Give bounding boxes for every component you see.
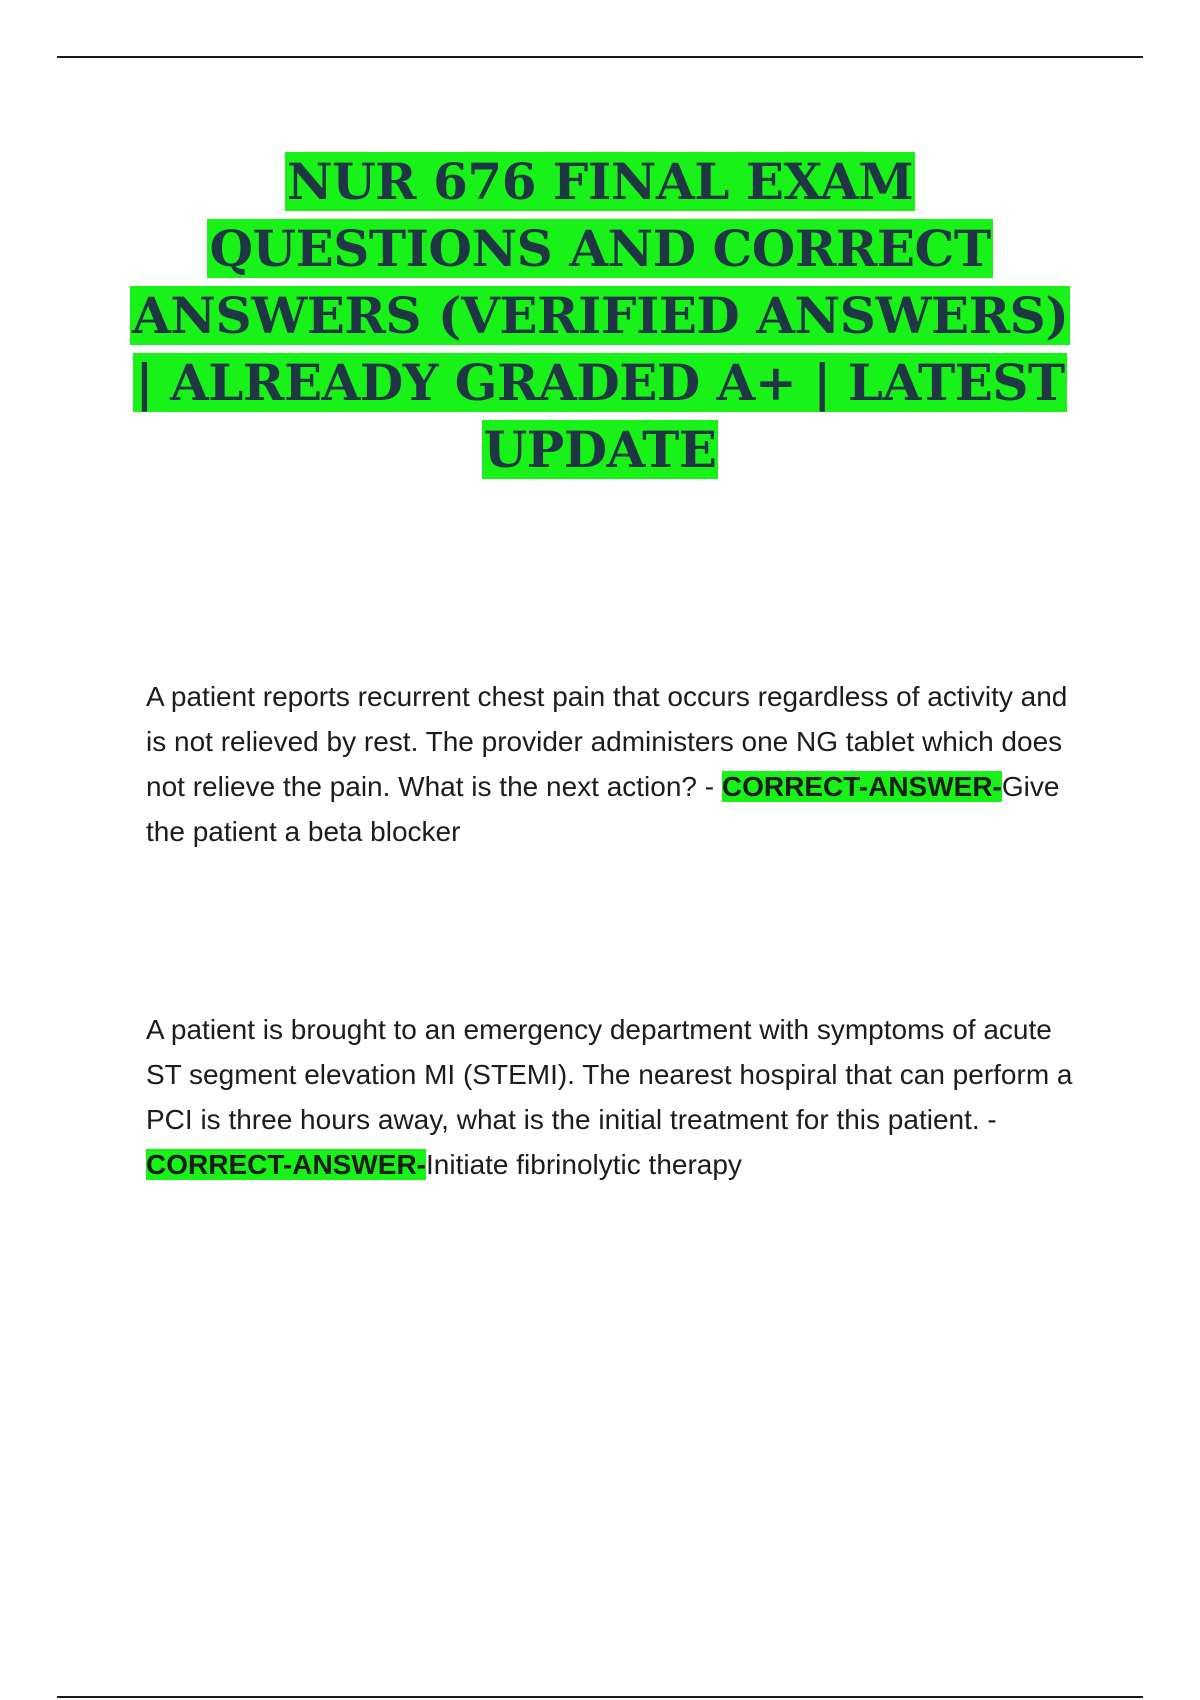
document-title [130, 148, 1070, 483]
question-text: A patient is brought to an emergency department with symptoms of acute ST segment elevation MI (STEMI). The nearest hospiral that can perform a PCI is three hours away, what is the initial treatment for this patient. - [146, 1014, 1073, 1135]
qa-item-2 [146, 1007, 1076, 1187]
answer-text: Initiate fibrinolytic therapy [426, 1149, 742, 1180]
question-text: A patient reports recurrent chest pain that occurs regardless of activity and is not relieved by rest. The provider administers one NG tablet which does not relieve the pain. What is the next action? - [146, 681, 1068, 802]
correct-answer-label: CORRECT-ANSWER- [721, 771, 1002, 802]
title-highlight: NUR 676 FINAL EXAM QUESTIONS AND CORRECT ANSWERS (VERIFIED ANSWERS) | ALREADY GRADED A+ | LATEST UPDATE [132, 152, 1069, 479]
correct-answer-label: CORRECT-ANSWER- [146, 1149, 426, 1180]
top-rule [57, 56, 1143, 58]
qa-item-1 [146, 674, 1076, 854]
answer-text: Give the patient a beta blocker [146, 771, 1060, 847]
bottom-rule [57, 1696, 1143, 1698]
